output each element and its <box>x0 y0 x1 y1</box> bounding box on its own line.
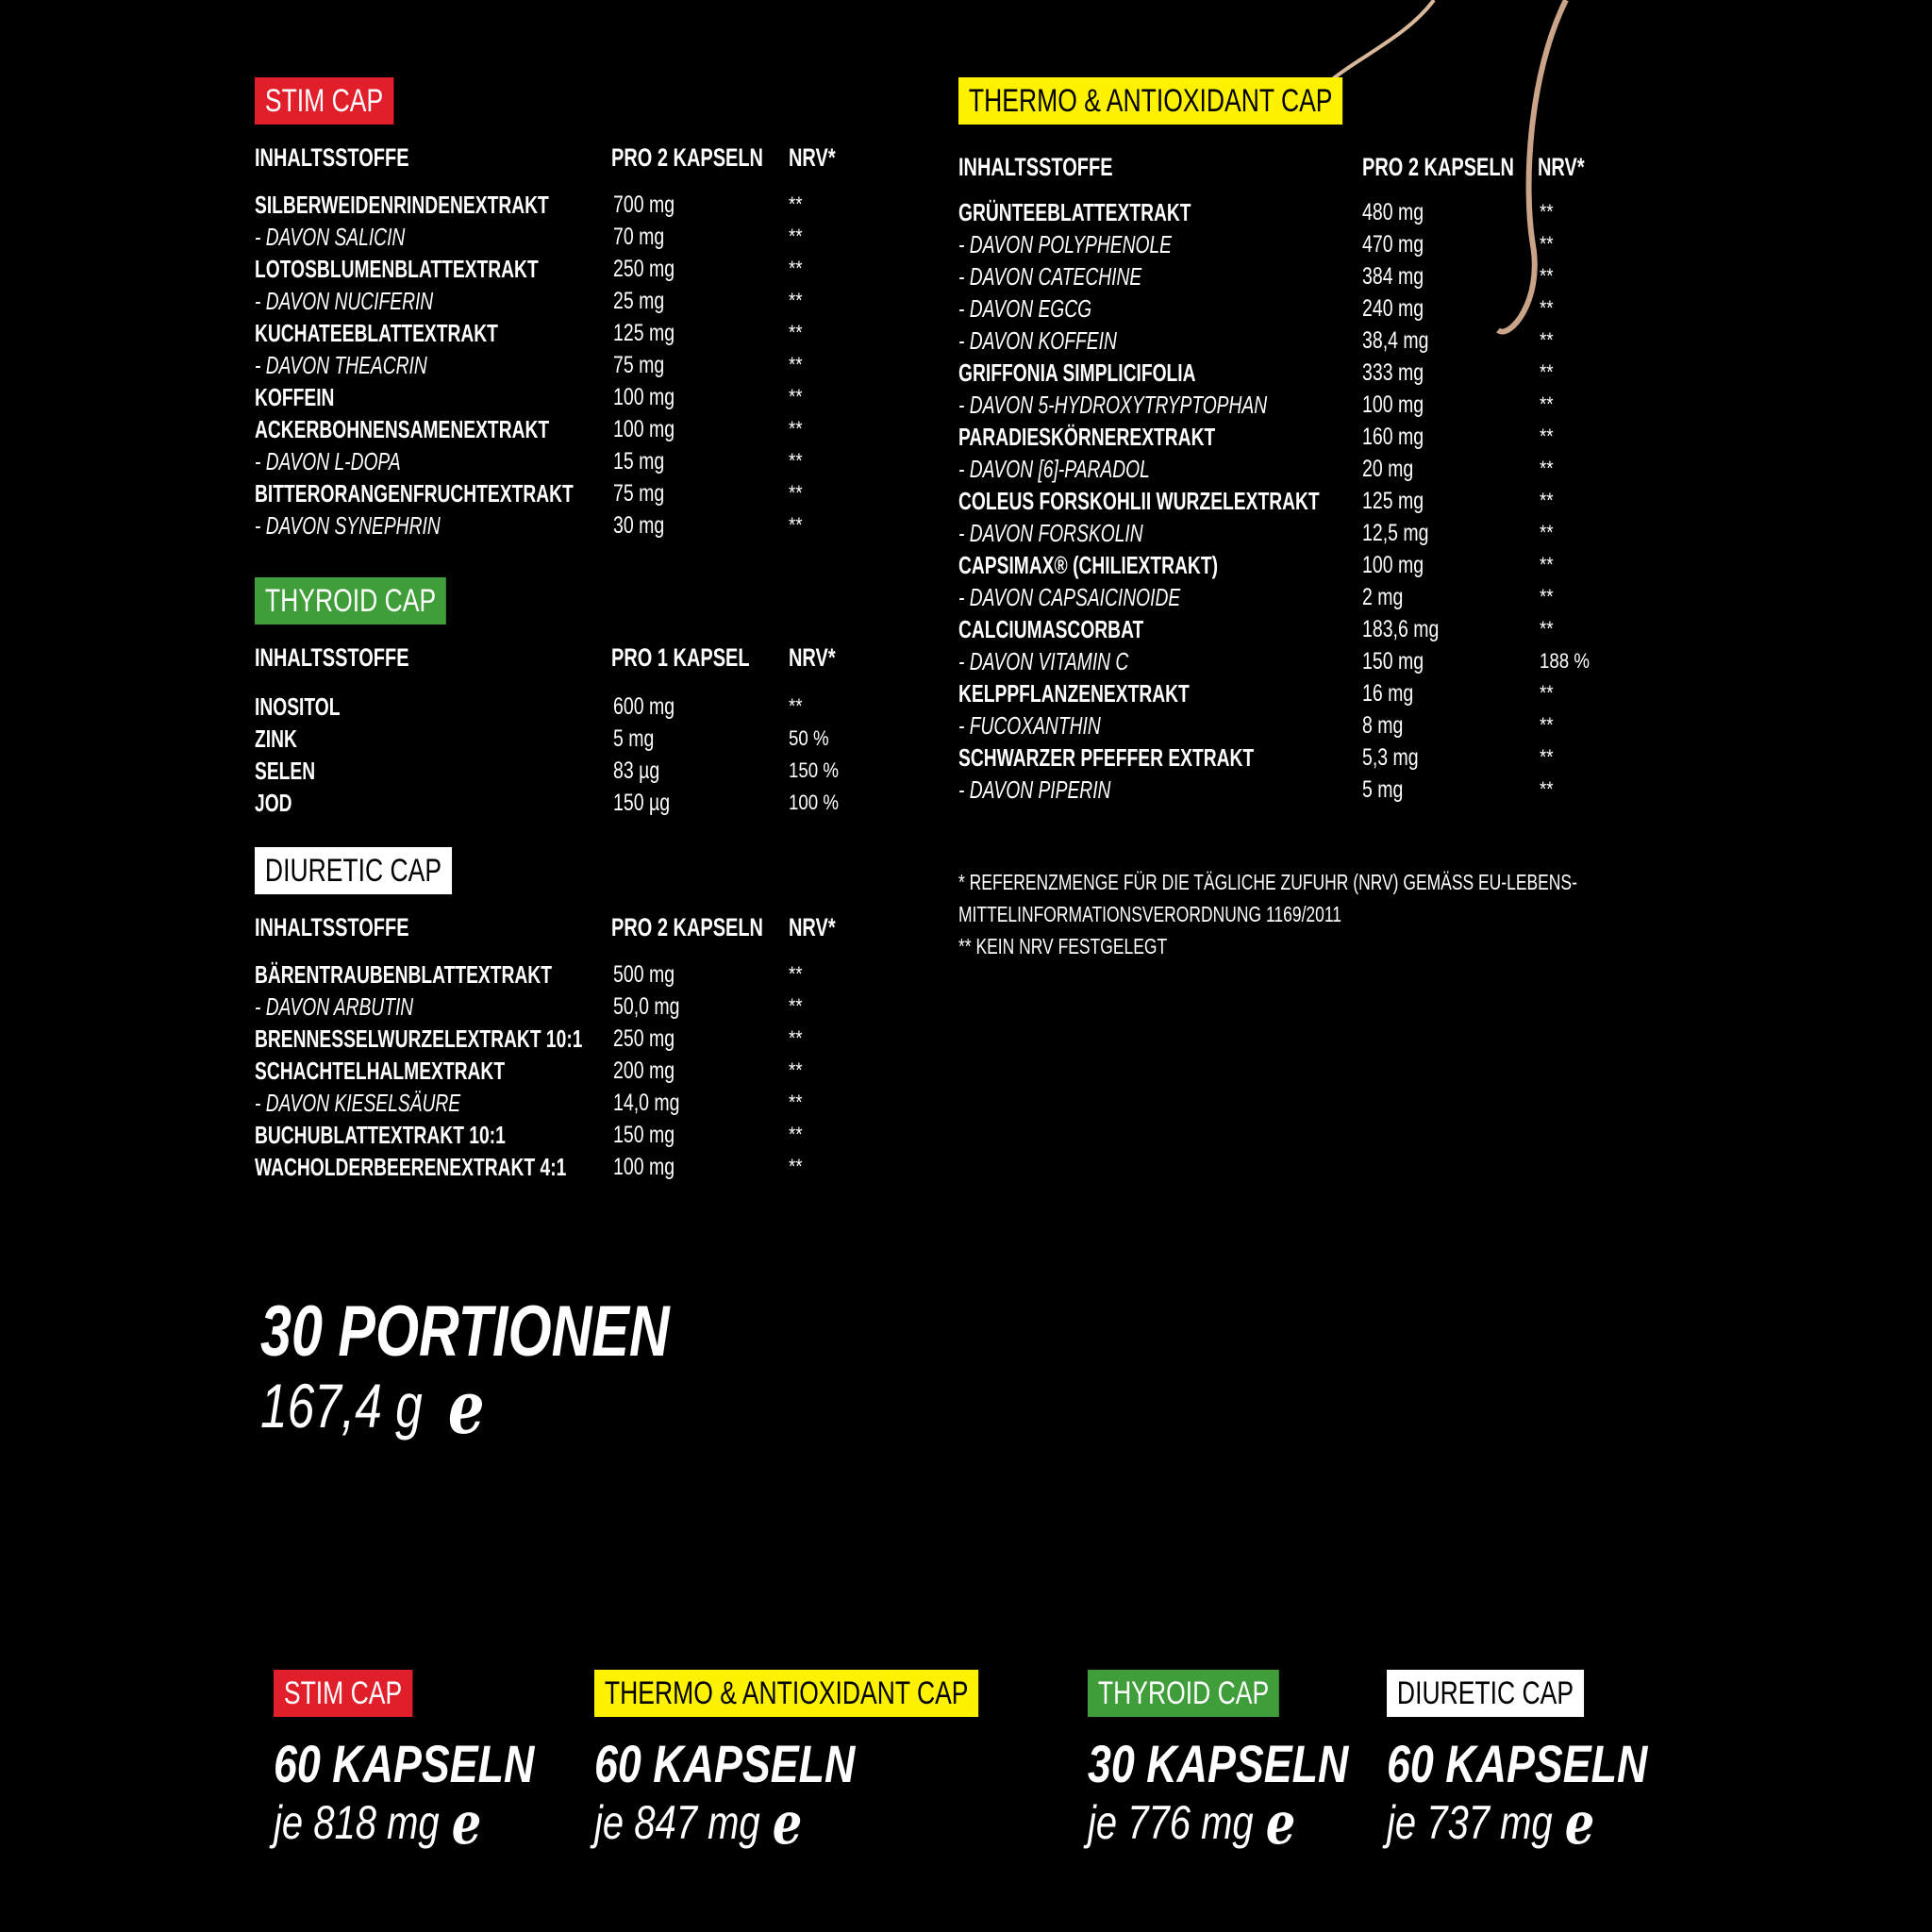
ingredient-name: GRÜNTEEBLATTEXTRAKT <box>958 198 1191 226</box>
ingredient-nrv: ** <box>1540 617 1554 641</box>
ingredient-nrv: ** <box>1540 521 1554 544</box>
ingredient-nrv: ** <box>789 449 803 473</box>
ingredient-nrv: ** <box>1540 360 1554 384</box>
ingredient-amount: 100 mg <box>613 384 675 410</box>
sub-ingredient-name: - DAVON 5-HYDROXYTRYPTOPHAN <box>958 391 1268 419</box>
svg-text:e: e <box>451 1799 481 1853</box>
ingredient-nrv: ** <box>1540 425 1554 448</box>
stim-cap-badge: STIM CAP <box>274 1670 412 1717</box>
ingredient-amount: 12,5 mg <box>1362 520 1429 546</box>
ingredient-amount: 240 mg <box>1362 295 1424 322</box>
sub-ingredient-name: - DAVON [6]-PARADOL <box>958 455 1150 483</box>
capsule-weight: je 776 mg <box>1088 1796 1254 1849</box>
ingredient-amount: 20 mg <box>1362 456 1414 482</box>
capsule-quantity: 60 KAPSELN <box>1387 1734 1648 1793</box>
ingredient-amount: 8 mg <box>1362 712 1404 739</box>
ingredient-nrv: 100 % <box>789 791 840 814</box>
ingredient-name: SELEN <box>255 757 316 785</box>
capsule-quantity: 30 KAPSELN <box>1088 1734 1349 1793</box>
estimated-sign-icon <box>1264 1800 1312 1853</box>
estimated-sign-icon <box>771 1800 819 1853</box>
ingredient-name: BRENNESSELWURZELEXTRAKT 10:1 <box>255 1024 583 1053</box>
ingredient-amount: 150 µg <box>613 790 671 816</box>
ingredient-nrv: ** <box>1540 489 1554 512</box>
ingredient-amount: 38,4 mg <box>1362 327 1429 354</box>
ingredient-name: CALCIUMASCORBAT <box>958 615 1144 643</box>
sub-ingredient-name: - DAVON NUCIFERIN <box>255 287 434 315</box>
stim-cap-badge: STIM CAP <box>255 77 393 125</box>
header-nrv: NRV* <box>1538 153 1585 181</box>
capsule-summary-thermo <box>594 1670 1087 1853</box>
ingredient-nrv: ** <box>1540 296 1554 320</box>
estimated-sign-icon <box>444 1378 510 1444</box>
ingredient-name: BUCHUBLATTEXTRAKT 10:1 <box>255 1121 506 1149</box>
ingredient-amount: 470 mg <box>1362 231 1424 258</box>
estimated-sign-icon <box>1563 1800 1611 1853</box>
ingredient-name: JOD <box>255 789 292 817</box>
ingredient-name: BÄRENTRAUBENBLATTEXTRAKT <box>255 960 552 989</box>
ingredient-nrv: ** <box>789 1026 803 1050</box>
ingredient-nrv: ** <box>789 289 803 312</box>
ingredient-name: ZINK <box>255 724 297 753</box>
ingredient-nrv: ** <box>1540 585 1554 608</box>
ingredient-amount: 25 mg <box>613 288 665 314</box>
thermo-antioxidant-cap-section <box>958 77 1638 813</box>
capsule-weight: je 737 mg <box>1387 1796 1553 1849</box>
ingredient-amount: 83 µg <box>613 758 660 784</box>
ingredient-nrv: ** <box>789 1058 803 1082</box>
ingredient-amount: 50,0 mg <box>613 993 680 1020</box>
capsule-weight-line <box>1088 1794 1348 1853</box>
ingredient-nrv: ** <box>1540 457 1554 480</box>
ingredient-nrv: 150 % <box>789 758 840 782</box>
ingredient-nrv: ** <box>789 225 803 248</box>
portions-weight: 167,4 g <box>260 1371 423 1441</box>
sub-ingredient-name: - DAVON L-DOPA <box>255 447 401 475</box>
footnote-line: MITTELINFORMATIONSVERORDNUNG 1169/2011 <box>958 902 1342 926</box>
capsule-weight-line <box>274 1794 534 1853</box>
ingredient-amount: 70 mg <box>613 224 665 250</box>
ingredient-amount: 75 mg <box>613 480 665 507</box>
capsule-weight: je 847 mg <box>594 1796 760 1849</box>
ingredient-amount: 250 mg <box>613 1025 675 1052</box>
ingredient-name: PARADIESKÖRNEREXTRAKT <box>958 423 1216 451</box>
header-nrv: NRV* <box>789 913 836 941</box>
ingredient-name: CAPSIMAX® (CHILIEXTRAKT) <box>958 551 1218 579</box>
ingredient-nrv: ** <box>789 321 803 344</box>
sub-ingredient-name: - DAVON POLYPHENOLE <box>958 230 1172 258</box>
sub-ingredient-name: - DAVON FORSKOLIN <box>958 519 1143 547</box>
ingredient-nrv: ** <box>789 1123 803 1146</box>
ingredient-name: INOSITOL <box>255 692 341 721</box>
ingredient-nrv: ** <box>789 1155 803 1178</box>
sub-ingredient-name: - DAVON KIESELSÄURE <box>255 1089 461 1117</box>
svg-text:e: e <box>1564 1799 1594 1853</box>
thyroid-cap-section <box>255 577 858 823</box>
ingredient-amount: 125 mg <box>613 320 675 346</box>
ingredient-amount: 200 mg <box>613 1058 675 1084</box>
ingredient-nrv: ** <box>1540 232 1554 256</box>
capsule-quantity: 60 KAPSELN <box>594 1734 856 1793</box>
ingredient-amount: 150 mg <box>1362 648 1424 675</box>
header-ingredients: INHALTSSTOFFE <box>958 153 1113 181</box>
ingredient-name: SILBERWEIDENRINDENEXTRAKT <box>255 191 549 219</box>
ingredient-amount: 333 mg <box>1362 359 1424 386</box>
ingredient-amount: 250 mg <box>613 256 675 282</box>
svg-text:e: e <box>1265 1799 1295 1853</box>
capsule-weight: je 818 mg <box>274 1796 440 1849</box>
thermo-antioxidant-cap-badge: THERMO & ANTIOXIDANT CAP <box>594 1670 978 1717</box>
header-ingredients: INHALTSSTOFFE <box>255 643 409 672</box>
ingredient-amount: 183,6 mg <box>1362 616 1440 642</box>
ingredient-name: WACHOLDERBEERENEXTRAKT 4:1 <box>255 1153 567 1181</box>
ingredient-name: KUCHATEEBLATTEXTRAKT <box>255 319 498 347</box>
capsule-summary-diuretic <box>1387 1670 1712 1853</box>
portions-block <box>260 1291 785 1444</box>
ingredient-nrv: ** <box>789 481 803 505</box>
estimated-sign-icon <box>450 1800 498 1853</box>
ingredient-amount: 14,0 mg <box>613 1090 680 1116</box>
ingredient-nrv: ** <box>789 694 803 718</box>
ingredient-name: ACKERBOHNENSAMENEXTRAKT <box>255 415 550 443</box>
header-amount: PRO 1 KAPSEL <box>611 643 750 672</box>
ingredient-nrv: ** <box>789 417 803 441</box>
ingredient-amount: 5 mg <box>613 725 655 752</box>
ingredient-amount: 100 mg <box>613 1154 675 1180</box>
ingredient-nrv: ** <box>1540 264 1554 288</box>
header-amount: PRO 2 KAPSELN <box>611 913 763 941</box>
ingredient-name: KOFFEIN <box>255 383 335 411</box>
diuretic-cap-badge: DIURETIC CAP <box>1387 1670 1584 1717</box>
sub-ingredient-name: - DAVON VITAMIN C <box>958 647 1129 675</box>
sub-ingredient-name: - DAVON SALICIN <box>255 223 406 251</box>
sub-ingredient-name: - DAVON EGCG <box>958 294 1092 323</box>
sub-ingredient-name: - DAVON ARBUTIN <box>255 992 414 1021</box>
ingredient-nrv: ** <box>1540 392 1554 416</box>
header-nrv: NRV* <box>789 643 836 672</box>
svg-text:e: e <box>772 1799 802 1853</box>
capsule-weight-line <box>594 1794 989 1853</box>
ingredient-name: BITTERORANGENFRUCHTEXTRAKT <box>255 479 574 508</box>
thermo-antioxidant-cap-badge: THERMO & ANTIOXIDANT CAP <box>958 77 1342 125</box>
ingredient-nrv: ** <box>789 1091 803 1114</box>
header-ingredients: INHALTSSTOFFE <box>255 913 409 941</box>
ingredient-amount: 100 mg <box>1362 391 1424 418</box>
ingredient-amount: 30 mg <box>613 512 665 539</box>
svg-text:e: e <box>447 1377 485 1444</box>
sub-ingredient-name: - DAVON CATECHINE <box>958 262 1142 291</box>
header-amount: PRO 2 KAPSELN <box>611 143 763 172</box>
sub-ingredient-name: - DAVON PIPERIN <box>958 775 1111 804</box>
ingredient-nrv: ** <box>1540 713 1554 737</box>
ingredient-amount: 75 mg <box>613 352 665 378</box>
ingredient-amount: 600 mg <box>613 693 675 720</box>
ingredient-name: SCHACHTELHALMEXTRAKT <box>255 1057 506 1085</box>
ingredient-nrv: ** <box>789 962 803 986</box>
stim-cap-section <box>255 77 858 549</box>
header-ingredients: INHALTSSTOFFE <box>255 143 409 172</box>
thyroid-cap-badge: THYROID CAP <box>1088 1670 1279 1717</box>
ingredient-amount: 150 mg <box>613 1122 675 1148</box>
ingredient-amount: 384 mg <box>1362 263 1424 290</box>
ingredient-nrv: ** <box>789 513 803 537</box>
ingredient-amount: 100 mg <box>1362 552 1424 578</box>
ingredient-nrv: ** <box>789 257 803 280</box>
ingredient-nrv: ** <box>1540 200 1554 224</box>
ingredient-amount: 700 mg <box>613 192 675 218</box>
header-nrv: NRV* <box>789 143 836 172</box>
sub-ingredient-name: - DAVON SYNEPHRIN <box>255 511 441 540</box>
header-amount: PRO 2 KAPSELN <box>1362 153 1514 181</box>
capsule-summary-stim <box>274 1670 599 1853</box>
ingredient-name: LOTOSBLUMENBLATTEXTRAKT <box>255 255 539 283</box>
diuretic-cap-badge: DIURETIC CAP <box>255 847 452 894</box>
thyroid-cap-badge: THYROID CAP <box>255 577 446 625</box>
ingredient-nrv: ** <box>789 385 803 408</box>
footnotes <box>958 866 1577 962</box>
ingredient-amount: 16 mg <box>1362 680 1414 707</box>
ingredient-amount: 5 mg <box>1362 776 1404 803</box>
ingredient-amount: 100 mg <box>613 416 675 442</box>
sub-ingredient-name: - DAVON THEACRIN <box>255 351 427 379</box>
ingredient-nrv: ** <box>1540 681 1554 705</box>
ingredient-name: SCHWARZER PFEFFER EXTRAKT <box>958 743 1255 772</box>
ingredient-nrv: 188 % <box>1540 649 1591 673</box>
ingredient-nrv: ** <box>789 994 803 1018</box>
ingredient-nrv: ** <box>789 353 803 376</box>
ingredient-amount: 480 mg <box>1362 199 1424 225</box>
sub-ingredient-name: - DAVON CAPSAICINOIDE <box>958 583 1181 611</box>
sub-ingredient-name: - DAVON KOFFEIN <box>958 326 1117 355</box>
ingredient-amount: 5,3 mg <box>1362 744 1419 771</box>
ingredient-nrv: ** <box>789 192 803 216</box>
ingredient-name: KELPPFLANZENEXTRAKT <box>958 679 1190 708</box>
footnote-line: * REFERENZMENGE FÜR DIE TÄGLICHE ZUFUHR (NRV) GEMÄSS EU-LEBENS- <box>958 870 1577 894</box>
ingredient-name: GRIFFONIA SIMPLICIFOLIA <box>958 358 1196 387</box>
capsule-quantity: 60 KAPSELN <box>274 1734 535 1793</box>
ingredient-nrv: ** <box>1540 553 1554 576</box>
ingredient-nrv: 50 % <box>789 726 829 750</box>
diuretic-cap-section <box>255 847 858 1187</box>
ingredient-amount: 500 mg <box>613 961 675 988</box>
capsule-weight-line <box>1387 1794 1647 1853</box>
portions-weight-line <box>260 1370 670 1444</box>
portions-count: 30 PORTIONEN <box>260 1291 670 1372</box>
ingredient-name: COLEUS FORSKOHLII WURZELEXTRAKT <box>958 487 1320 515</box>
ingredient-nrv: ** <box>1540 328 1554 352</box>
capsule-summary-thyroid <box>1088 1670 1413 1853</box>
ingredient-amount: 2 mg <box>1362 584 1404 610</box>
footnote-line: ** KEIN NRV FESTGELEGT <box>958 934 1168 958</box>
ingredient-amount: 125 mg <box>1362 488 1424 514</box>
ingredient-amount: 160 mg <box>1362 424 1424 450</box>
ingredient-nrv: ** <box>1540 777 1554 801</box>
ingredient-amount: 15 mg <box>613 448 665 475</box>
ingredient-nrv: ** <box>1540 745 1554 769</box>
sub-ingredient-name: - FUCOXANTHIN <box>958 711 1101 740</box>
